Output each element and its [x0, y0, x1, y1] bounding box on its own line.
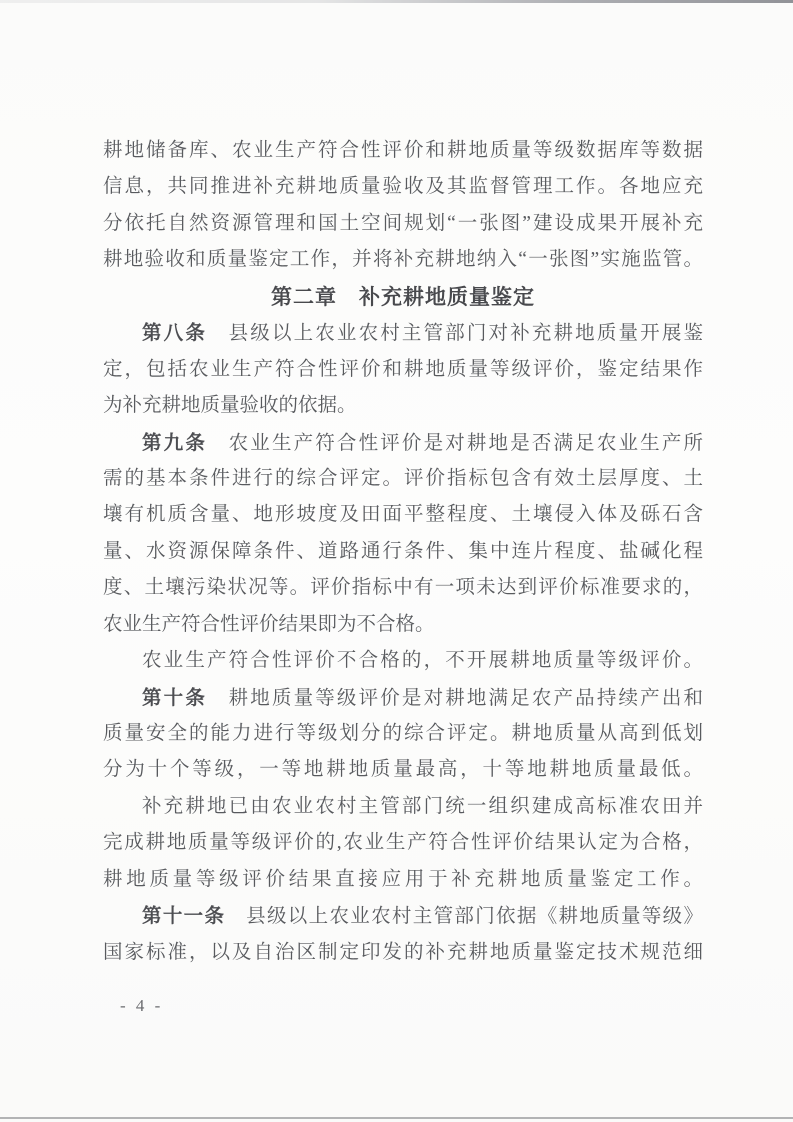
text-line: 完成耕地质量等级评价的,农业生产符合性评价结果认定为合格， — [103, 832, 703, 854]
text-line — [103, 898, 703, 934]
article-number-label: 第八条 — [142, 321, 229, 345]
line-text: 农业生产符合性评价是对耕地是否满足农业生产所 — [228, 432, 703, 454]
article-number-label: 第十条 — [142, 685, 229, 709]
text-line: 度、土壤污染状况等。评价指标中有一项未达到评价标准要求的， — [103, 577, 703, 599]
text-line: 信息，共同推进补充耕地质量验收及其监督管理工作。各地应充 — [103, 176, 703, 198]
text-line: 农业生产符合性评价结果即为不合格。 — [103, 613, 435, 635]
chapter-heading: 第二章 补充耕地质量鉴定 — [271, 284, 535, 309]
text-line: 耕地质量等级评价结果直接应用于补充耕地质量鉴定工作。 — [103, 868, 703, 890]
scan-edge-bottom — [0, 1117, 793, 1119]
line-text: 耕地质量等级评价是对耕地满足农产品持续产出和 — [228, 687, 703, 709]
scan-edge-top — [0, 0, 793, 3]
text-line: 量、水资源保障条件、道路通行条件、集中连片程度、盐碱化程 — [103, 540, 703, 562]
text-line: 定，包括农业生产符合性评价和耕地质量等级评价，鉴定结果作 — [103, 358, 703, 380]
article-number-label: 第九条 — [142, 430, 229, 454]
document-body — [103, 133, 703, 971]
line-text: 县级以上农业农村主管部门对补充耕地质量开展鉴 — [228, 323, 703, 345]
text-line: 国家标准，以及自治区制定印发的补充耕地质量鉴定技术规范细 — [103, 941, 703, 963]
page-number: - 4 - — [120, 996, 164, 1015]
article-number-label: 第十一条 — [142, 904, 247, 928]
text-line — [103, 315, 703, 351]
text-line: 耕地验收和质量鉴定工作，并将补充耕地纳入“一张图”实施监管。 — [103, 249, 703, 271]
text-line: 分依托自然资源管理和国土空间规划“一张图”建设成果开展补充 — [103, 212, 703, 234]
text-line: 需的基本条件进行的综合评定。评价指标包含有效土层厚度、土 — [103, 467, 703, 489]
line-text: 县级以上农业农村主管部门依据《耕地质量等级》 — [246, 906, 703, 928]
text-line: 耕地储备库、农业生产符合性评价和耕地质量等级数据库等数据 — [103, 140, 703, 161]
text-line: 农业生产符合性评价不合格的，不开展耕地质量等级评价。 — [142, 650, 703, 672]
text-line: 壤有机质含量、地形坡度及田面平整程度、土壤侵入体及砾石含 — [103, 504, 703, 526]
text-line: 质量安全的能力进行等级划分的综合评定。耕地质量从高到低划 — [103, 723, 703, 744]
text-line: 分为十个等级，一等地耕地质量最高，十等地耕地质量最低。 — [103, 759, 703, 781]
text-line — [103, 425, 703, 461]
text-line: 补充耕地已由农业农村主管部门统一组织建成高标准农田并 — [142, 795, 703, 817]
text-line: 为补充耕地质量验收的依据。 — [103, 395, 357, 417]
text-line — [103, 680, 703, 716]
